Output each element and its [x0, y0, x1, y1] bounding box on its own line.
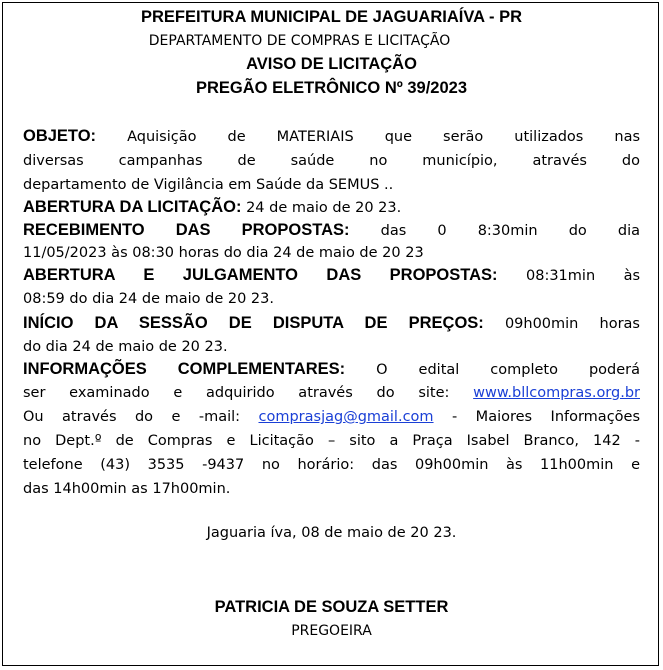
informacoes-line-3 [23, 408, 640, 427]
recebimento-line-1 [23, 221, 640, 241]
signatory-name: PATRICIA DE SOUZA SETTER [214, 598, 449, 616]
informacoes-line-4 [23, 432, 640, 451]
abertura-licitacao [23, 198, 640, 218]
informacoes-text-3a: Ou através do e -mail: [23, 409, 241, 425]
informacoes-text-3b: - Maiores Informações [452, 409, 641, 425]
julgamento-line-2: 08:59 do dia 24 de maio de 20 23. [23, 291, 274, 307]
informacoes-line-6: das 14h00min as 17h00min. [23, 481, 231, 497]
objeto-label: OBJETO: [23, 127, 97, 145]
informacoes-text-1: O edital completo poderá [376, 362, 640, 378]
informacoes-line-2 [23, 384, 640, 403]
disputa-line-2: do dia 24 de maio de 20 23. [23, 339, 228, 355]
signatory-role: PREGOEIRA [291, 623, 372, 639]
abertura-licitacao-value: 24 de maio de 20 23. [246, 200, 402, 216]
julgamento-line-1 [23, 266, 640, 286]
procedure-number: PREGÃO ELETRÔNICO Nº 39/2023 [195, 79, 468, 97]
informacoes-text-4c: - [634, 433, 641, 449]
site-link[interactable]: www.bllcompras.org.br [473, 385, 640, 401]
objeto-line-1 [23, 127, 640, 147]
informacoes-text-2: ser examinado e adquirido através do site: [23, 385, 450, 401]
recebimento-label: RECEBIMENTO DAS PROPOSTAS: [23, 221, 350, 239]
page-title: PREFEITURA MUNICIPAL DE JAGUARIAÍVA - PR [140, 8, 523, 26]
informacoes-text-4b: – sito a Praça Isabel Branco, 142 [327, 433, 621, 449]
department-name: DEPARTAMENTO DE COMPRAS E LICITAÇÃO [148, 33, 451, 49]
objeto-text-1: Aquisição de MATERIAIS que serão utilizados nas [127, 129, 641, 145]
recebimento-text-1: das 0 8:30min do dia [380, 223, 641, 239]
abertura-licitacao-label: ABERTURA DA LICITAÇÃO: [23, 198, 242, 216]
date-line: Jaguaria íva, 08 de maio de 20 23. [206, 525, 457, 541]
notice-border [2, 2, 659, 666]
informacoes-line-5: telefone (43) 3535 -9437 no horário: das 09h00min às 11h00min e [23, 457, 640, 473]
objeto-line-2: diversas campanhas de saúde no município, através do [23, 153, 640, 169]
disputa-label: INÍCIO DA SESSÃO DE DISPUTA DE PREÇOS: [23, 314, 484, 332]
informacoes-line-1 [23, 360, 640, 380]
informacoes-text-4a: no Dept.º de Compras e Licitação [23, 433, 314, 449]
informacoes-label: INFORMAÇÕES COMPLEMENTARES: [23, 360, 346, 378]
objeto-line-3: departamento de Vigilância em Saúde da SEMUS .. [23, 177, 394, 193]
email-link[interactable]: comprasjag@gmail.com [258, 409, 434, 425]
disputa-line-1 [23, 314, 640, 334]
julgamento-text-1: 08:31min às [526, 268, 641, 284]
notice-heading: AVISO DE LICITAÇÃO [246, 55, 417, 73]
julgamento-label: ABERTURA E JULGAMENTO DAS PROPOSTAS: [23, 266, 498, 284]
disputa-text-1: 09h00min horas [504, 316, 640, 332]
recebimento-line-2: 11/05/2023 às 08:30 horas do dia 24 de maio de 20 23 [23, 245, 424, 261]
